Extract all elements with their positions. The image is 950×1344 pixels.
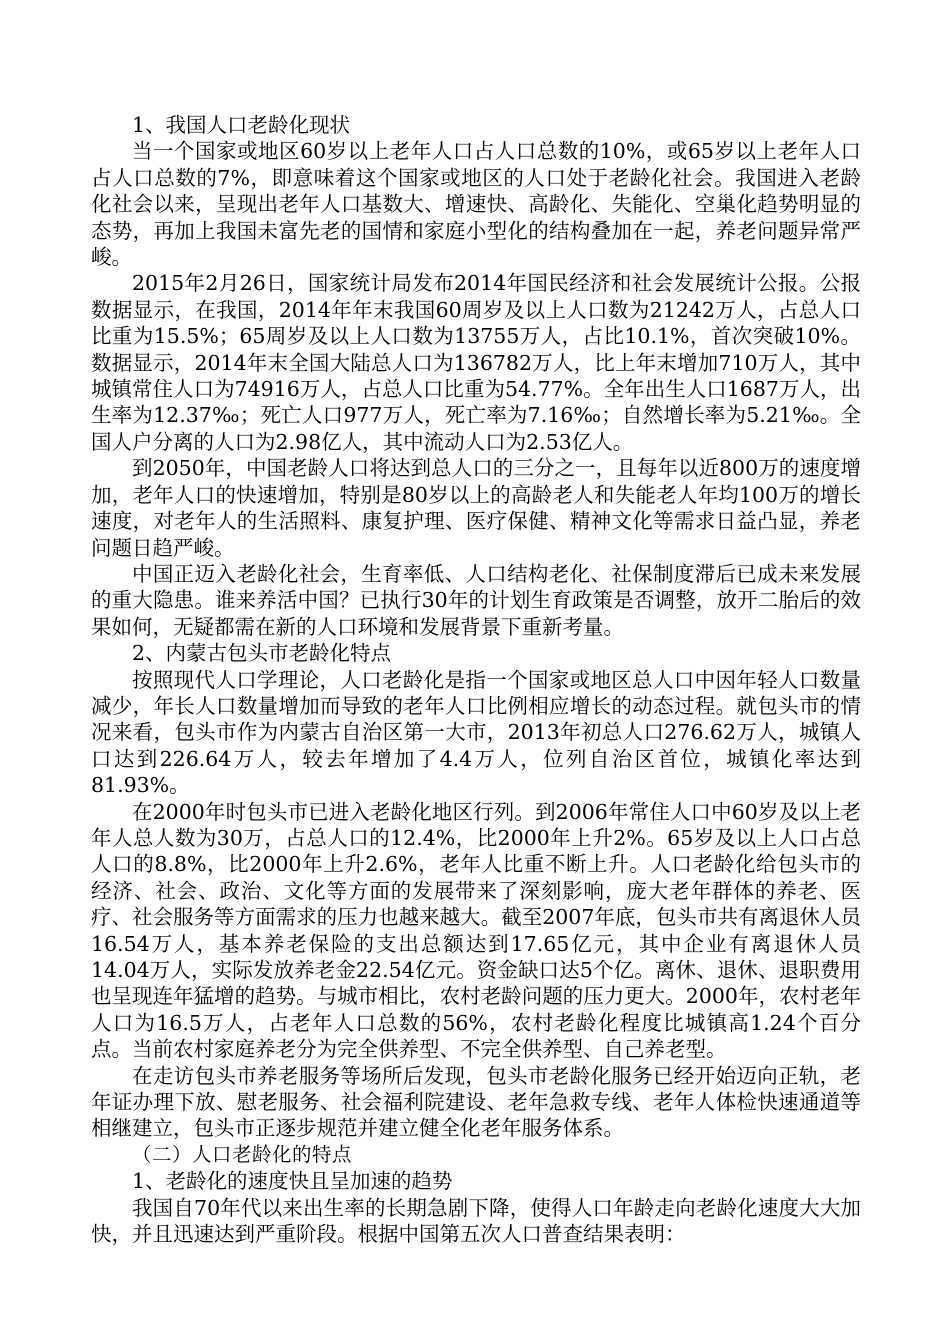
paragraph-hidden-risks: 中国正迈入老龄化社会，生育率低、人口结构老化、社保制度滞后已成未来发展的重大隐患。谁来养活中国？已执行30年的计划生育政策是否调整，放开二胎后的效果如何，无疑都需在新的人口环境和发展背景下重新考量。 xyxy=(91,561,861,639)
paragraph-baotou-services: 在走访包头市养老服务等场所后发现，包头市老龄化服务已经开始迈向正轨，老年证办理下放、慰老服务、社会福利院建设、老年急救专线、老年人体检快速通道等相继建立，包头市正逐步规范并建立健全化老年服务体系。 xyxy=(91,1063,861,1141)
paragraph-aging-definition: 当一个国家或地区60岁以上老年人口占人口总数的10%，或65岁以上老年人口占人口总数的7%，即意味着这个国家或地区的人口处于老龄化社会。我国进入老龄化社会以来，呈现出老年人口基数大、增速快、高龄化、失能化、空巢化趋势明显的态势，再加上我国未富先老的国情和家庭小型化的结构叠加在一起，养老问题异常严峻。 xyxy=(91,139,861,270)
paragraph-2050-projection: 到2050年，中国老龄人口将达到总人口的三分之一，且每年以近800万的速度增加，老年人口的快速增加，特别是80岁以上的高龄老人和失能老人年均100万的增长速度，对老年人的生活照料、康复护理、医疗保健、精神文化等需求日益凸显，养老问题日趋严峻。 xyxy=(91,456,861,560)
section-heading-aging-status: 1、我国人口老龄化现状 xyxy=(132,113,351,137)
document-body xyxy=(91,112,861,1247)
section-heading-aging-features: （二）人口老龄化的特点 xyxy=(132,1142,353,1166)
paragraph-baotou-aging: 在2000年时包头市已进入老龄化地区行列。到2006年常住人口中60岁及以上老年人总人数为30万，占总人口的12.4%，比2000年上升2%。65岁及以上人口占总人口的8.8%，比2000年上升2.6%，老年人比重不断上升。人口老龄化给包头市的经济、社会、政治、文化等方面的发展带来了深刻影响，庞大老年群体的养老、医疗、社会服务等方面需求的压力也越来越大。截至2007年底，包头市共有离退休人员16.54万人，基本养老保险的支出总额达到17.65亿元，其中企业有离退休人员14.04万人，实际发放养老金22.54亿元。资金缺口达5个亿。离休、退休、退职费用也呈现连年猛增的趋势。与城市相比，农村老龄问题的压力更大。2000年，农村老年人口为16.5万人，占老年人口总数的56%，农村老龄化程度比城镇高1.24个百分点。当前农村家庭养老分为完全供养型、不完全供养型、自己养老型。 xyxy=(91,799,861,1062)
paragraph-birth-rate-decline: 我国自70年代以来出生率的长期急剧下降，使得人口年龄走向老龄化速度大大加快，并且迅速达到严重阶段。根据中国第五次人口普查结果表明： xyxy=(91,1195,861,1247)
paragraph-2014-statistics: 2015年2月26日，国家统计局发布2014年国民经济和社会发展统计公报。公报数据显示，在我国，2014年年末我国60周岁及以上人口数为21242万人，占总人口比重为15.5%；65周岁及以上人口数为13755万人，占比10.1%，首次突破10%。数据显示，2014年末全国大陆总人口为136782万人，比上年末增加710万人，其中城镇常住人口为74916万人，占总人口比重为54.77%。全年出生人口1687万人，出生率为12.37‰；死亡人口977万人，死亡率为7.16‰；自然增长率为5.21‰。全国人户分离的人口为2.98亿人，其中流动人口为2.53亿人。 xyxy=(91,271,861,454)
subsection-heading-aging-speed: 1、老龄化的速度快且呈加速的趋势 xyxy=(132,1169,453,1194)
section-heading-baotou: 2、内蒙古包头市老龄化特点 xyxy=(132,641,392,666)
paragraph-baotou-population: 按照现代人口学理论，人口老龄化是指一个国家或地区总人口中因年轻人口数量减少，年长人口数量增加而导致的老年人口比例相应增长的动态过程。就包头市的情况来看，包头市作为内蒙古自治区第一大市，2013年初总人口276.62万人，城镇人口达到226.64万人，较去年增加了4.4万人，位列自治区首位，城镇化率达到81.93%。 xyxy=(91,667,861,798)
